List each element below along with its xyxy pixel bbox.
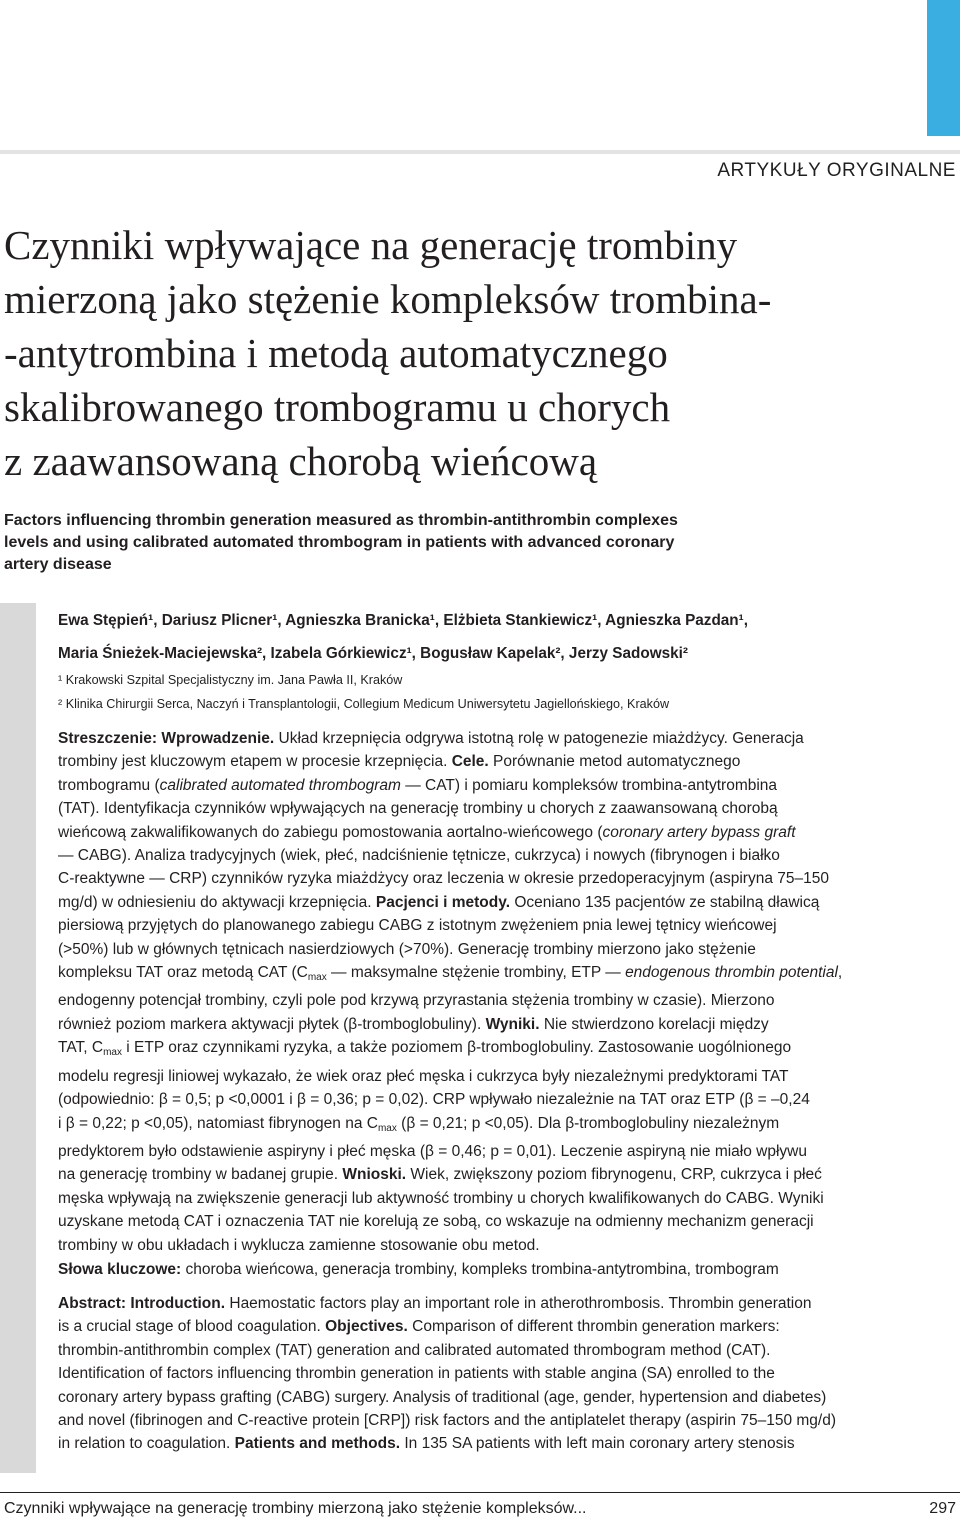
text-run: (β = 0,21; p <0,05). Dla β-tromboglobuliny niezależnym — [396, 1114, 780, 1132]
text-run: in relation to coagulation. — [58, 1435, 235, 1453]
title-pl-line: skalibrowanego trombogramu u chorych — [4, 384, 671, 430]
header-rule — [0, 150, 960, 154]
text-run: In 135 SA patients with left main coronary artery stenosis — [400, 1435, 795, 1453]
page-number: 297 — [929, 1500, 956, 1517]
italic-run: calibrated automated thrombogram — [159, 776, 401, 794]
text-run: thrombin-antithrombin complex (TAT) generation and calibrated automated thrombogram method (CAT). — [58, 1341, 771, 1359]
text-run: i ETP oraz czynnikami ryzyka, a także poziomem β-tromboglobuliny. Zastosowanie uogólnionego — [121, 1039, 792, 1057]
text-run: — CAT) i pomiaru kompleksów trombina-antytrombina — [400, 776, 778, 794]
article-title-pl — [4, 218, 924, 488]
text-run: Układ krzepnięcia odgrywa istotną rolę w patogenezie miażdżycy. Generacja — [274, 730, 804, 747]
text-line — [58, 750, 938, 773]
text-run: również poziom markera aktywacji płytek (β-tromboglobuliny). — [58, 1015, 486, 1033]
text-line — [58, 1432, 938, 1455]
bold-run: Cele. — [451, 753, 489, 771]
text-run: endogenny potencjał trombiny, czyli pole pod krzywą przyrastania stężenia trombiny w czasie). Mierzono — [58, 992, 775, 1010]
text-line — [58, 1065, 938, 1088]
text-line — [58, 1187, 938, 1210]
title-pl-line: mierzoną jako stężenie kompleksów trombina- — [4, 276, 772, 322]
text-line — [58, 1339, 938, 1362]
article-title-en — [4, 510, 924, 576]
text-line — [58, 989, 938, 1012]
italic-run: endogenous thrombin potential — [625, 964, 838, 982]
text-run: , — [837, 964, 843, 982]
text-line — [58, 867, 938, 890]
affiliation: ¹ Krakowski Szpital Specjalistyczny im. Jana Pawła II, Kraków — [58, 673, 403, 687]
left-margin-bar — [0, 603, 36, 1473]
text-line — [58, 1315, 938, 1338]
text-line — [58, 938, 938, 961]
text-run: i β = 0,22; p <0,05), natomiast fibrynogen na C — [58, 1114, 378, 1132]
bold-run: Streszczenie: Wprowadzenie. — [58, 730, 275, 747]
text-run: na generację trombiny w badanej grupie. — [58, 1166, 343, 1184]
text-run: wieńcową zakwalifikowanych do zabiegu pomostowania aortalno-wieńcowego ( — [58, 823, 603, 841]
title-en-line: levels and using calibrated automated thrombogram in patients with advanced coronary — [4, 534, 675, 551]
text-line — [58, 1013, 938, 1036]
text-run: Porównanie metod automatycznego — [488, 753, 741, 771]
bold-run: Wnioski. — [342, 1166, 407, 1184]
text-run: uzyskane metodą CAT i oznaczenia TAT nie korelują ze sobą, co wskazuje na odmienny mechanizm generacji — [58, 1213, 814, 1231]
author-line: Maria Śnieżek-Maciejewska², Izabela Górkiewicz¹, Bogusław Kapelak², Jerzy Sadowski² — [58, 645, 688, 662]
text-run: (odpowiednio: β = 0,5; p <0,0001 i β = 0,36; p = 0,02). CRP wpływało niezależnie na TAT oraz ETP (β = –0,24 — [58, 1091, 810, 1109]
abstract-paragraph — [58, 1292, 938, 1456]
text-run: (TAT). Identyfikacja czynników wpływających na generację trombiny u chorych z zaawansowaną chorobą — [58, 800, 778, 818]
title-pl-line: Czynniki wpływające na generację trombiny — [4, 222, 738, 268]
text-run: is a crucial stage of blood coagulation. — [58, 1318, 326, 1336]
text-line — [58, 1163, 938, 1186]
text-line — [58, 1234, 938, 1257]
text-run: Haemostatic factors play an important role in atherothrombosis. Thrombin generation — [225, 1295, 812, 1312]
affiliation: ² Klinika Chirurgii Serca, Naczyń i Transplantologii, Collegium Medicum Uniwersytetu Jagiellońskiego, Kraków — [58, 697, 670, 711]
text-line — [58, 797, 938, 820]
text-run: C-reaktywne — CRP) czynników ryzyka miażdżycy oraz leczenia w okresie przedoperacyjnym (aspiryna 75–150 — [58, 870, 829, 888]
text-run: mg/d) w odniesieniu do aktywacji krzepnięcia. — [58, 893, 376, 911]
bold-run: Słowa kluczowe: — [58, 1261, 182, 1278]
text-run: trombiny jest kluczowym etapem w procesie krzepnięcia. — [58, 753, 452, 771]
title-pl-line: z zaawansowaną chorobą wieńcową — [4, 438, 598, 484]
text-line — [58, 774, 938, 797]
text-line — [58, 1409, 938, 1432]
author-list — [58, 604, 928, 670]
text-line — [58, 844, 938, 867]
text-run: kompleksu TAT oraz metodą CAT (C — [58, 964, 308, 982]
text-run: modelu regresji liniowej wykazało, że wiek oraz płeć męska i cukrzyca były niezależnymi predyktorami TAT — [58, 1067, 789, 1085]
text-run: predyktorem było odstawienie aspiryny i płeć męska (β = 0,46; p = 0,01). Leczenie aspiryną nie miało wpływu — [58, 1142, 807, 1160]
text-run: Wiek, zwiększony poziom fibrynogenu, CRP, cukrzyca i płeć — [406, 1166, 822, 1184]
text-line — [58, 1140, 938, 1163]
author-line: Ewa Stępień¹, Dariusz Plicner¹, Agnieszka Branicka¹, Elżbieta Stankiewicz¹, Agnieszka Pazdan¹, — [58, 612, 748, 629]
subscript-run: max — [103, 1047, 122, 1059]
running-title: Czynniki wpływające na generację trombiny mierzoną jako stężenie kompleksów... — [4, 1500, 587, 1517]
text-line — [58, 821, 938, 844]
text-line — [58, 1112, 938, 1140]
footer-rule — [0, 1492, 960, 1493]
text-run: piersiową przyjętych do planowanego zabiegu CABG z istotnym zwężeniem pnia lewej tętnicy wieńcowej — [58, 917, 777, 935]
text-line — [58, 961, 938, 989]
text-line — [58, 1258, 938, 1281]
subscript-run: max — [307, 972, 327, 984]
text-run: coronary artery bypass grafting (CABG) surgery. Analysis of traditional (age, gender, hypertension and diabetes) — [58, 1388, 827, 1406]
bold-run: Objectives. — [325, 1318, 408, 1336]
text-run: (>50%) lub w głównych tętnicach nasierdziowych (>70%). Generację trombiny mierzono jako stężenie — [58, 940, 756, 958]
text-run: Nie stwierdzono korelacji między — [539, 1015, 769, 1033]
subscript-run: max — [377, 1122, 397, 1134]
bold-run: Wyniki. — [485, 1015, 540, 1033]
text-run: trombogramu ( — [58, 776, 160, 794]
text-run: TAT, C — [58, 1039, 104, 1057]
text-line — [58, 1210, 938, 1233]
text-run: — maksymalne stężenie trombiny, ETP — — [326, 964, 626, 982]
text-run: Oceniano 135 pacjentów ze stabilną dławicą — [510, 893, 820, 911]
keywords-paragraph — [58, 1258, 938, 1281]
text-run: — CABG). Analiza tradycyjnych (wiek, płeć, nadciśnienie tętnicze, cukrzyca) i nowych (fibrynogen i białko — [58, 847, 780, 865]
text-line — [58, 1036, 938, 1064]
title-pl-line: -antytrombina i metodą automatycznego — [4, 330, 668, 376]
text-run: Comparison of different thrombin generation markers: — [407, 1318, 780, 1336]
italic-run: coronary artery bypass graft — [602, 823, 796, 841]
text-run: choroba wieńcowa, generacja trombiny, kompleks trombina-antytrombina, trombogram — [181, 1261, 779, 1278]
text-run: trombiny w obu układach i wyklucza zamienne stosowanie obu metod. — [58, 1236, 540, 1254]
text-line — [58, 914, 938, 937]
text-run: and novel (fibrinogen and C-reactive protein [CRP]) risk factors and the antiplatelet therapy (aspirin 75–150 mg/d) — [58, 1412, 836, 1430]
text-line — [58, 1292, 938, 1315]
text-line — [58, 1088, 938, 1111]
text-line — [58, 1386, 938, 1409]
text-run: męska wpływają na zwiększenie generacji lub aktywność trombiny u chorych kwalifikowanych do CABG. Wyniki — [58, 1189, 824, 1207]
text-line — [58, 1362, 938, 1385]
bold-run: Patients and methods. — [234, 1435, 401, 1453]
bold-run: Abstract: Introduction. — [58, 1295, 226, 1312]
text-run: Identification of factors influencing thrombin generation in patients with stable angina (SA) enrolled to the — [58, 1365, 775, 1383]
bold-run: Pacjenci i metody. — [375, 893, 511, 911]
title-en-line: artery disease — [4, 556, 112, 573]
section-label: ARTYKUŁY ORYGINALNE — [717, 160, 956, 181]
affiliations — [58, 668, 928, 716]
text-line — [58, 727, 938, 750]
text-line — [58, 891, 938, 914]
title-en-line: Factors influencing thrombin generation measured as thrombin-antithrombin complexes — [4, 512, 678, 529]
streszczenie-paragraph — [58, 727, 938, 1257]
corner-color-tab — [927, 0, 960, 136]
